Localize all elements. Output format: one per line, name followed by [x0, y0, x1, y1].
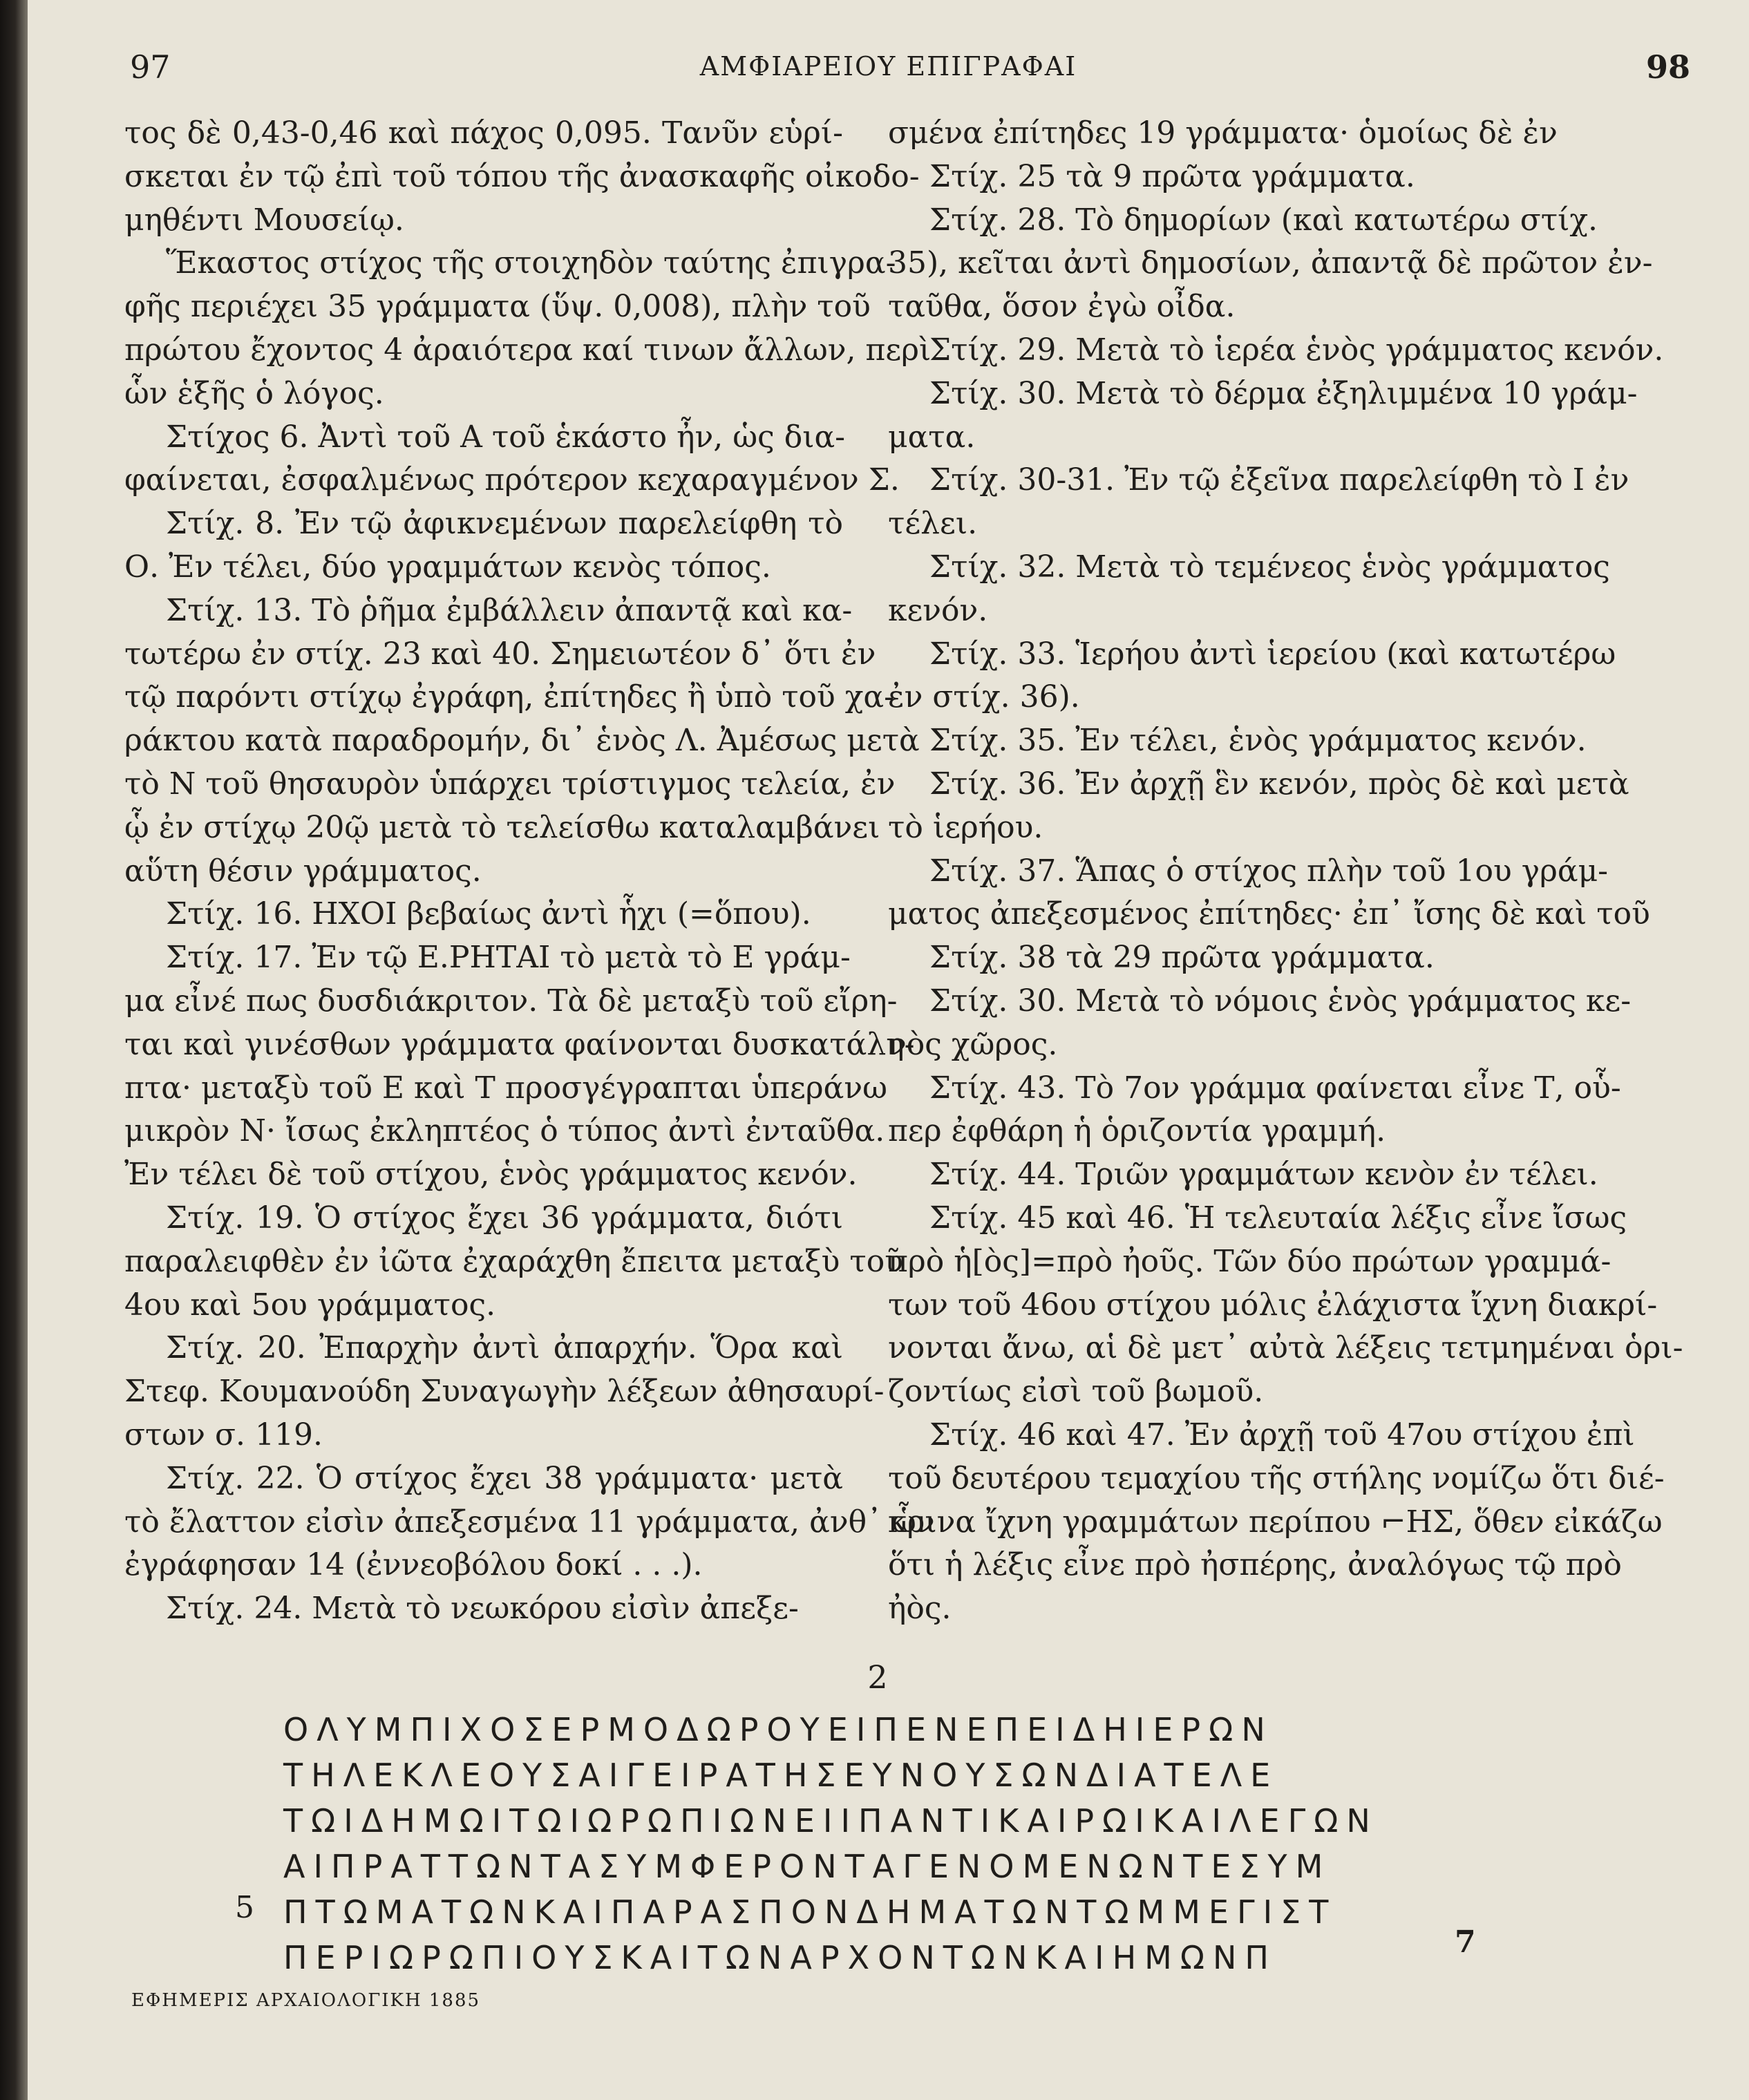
text-line: Ο. Ἐν τέλει, δύο γραμμάτων κενὸς τόπος.	[124, 549, 771, 585]
inscription-line: ΑΙΠΡΑΤΤΩΝΤΑΣΥΜΦΕΡΟΝΤΑΓΕΝΟΜΕΝΩΝΤΕΣΥΜ	[283, 1848, 1332, 1885]
text-line: ταῦθα, ὅσον ἐγὼ οἶδα.	[888, 289, 1236, 325]
text-line: ἠὸς.	[888, 1591, 952, 1627]
text-line: τὸ ἔλαττον εἰσὶν ἀπεξεσμένα 11 γράμματα, ἀνθ᾽ ὧν	[124, 1504, 935, 1540]
text-line: πρὸ ἡ[ὸς]=πρὸ ἠοῦς. Τῶν δύο πρώτων γραμμά-	[888, 1243, 1611, 1279]
text-line: Στίχ. 37. Ἅπας ὁ στίχος πλὴν τοῦ 1ου γράμ-	[929, 853, 1609, 889]
text-line: Στίχ. 32. Μετὰ τὸ τεμένεος ἑνὸς γράμματος	[929, 549, 1610, 585]
text-line: τος δὲ 0,43-0,46 καὶ πάχος 0,095. Τανῦν εὑρί-	[124, 115, 843, 151]
text-line: Στίχ. 43. Τὸ 7ον γράμμα φαίνεται εἶνε Τ, οὗ-	[929, 1070, 1621, 1106]
text-line: Στίχ. 30-31. Ἐν τῷ ἐξεῖνα παρελείφθη τὸ Ι ἐν	[929, 462, 1629, 498]
text-line: μα εἶνέ πως δυσδιάκριτον. Τὰ δὲ μεταξὺ τοῦ εἴρη-	[124, 983, 898, 1019]
inscription-transcription	[283, 1707, 1417, 1980]
text-line: Στίχ. 28. Τὸ δημορίων (καὶ κατωτέρω στίχ.	[929, 202, 1598, 238]
text-line: Στίχ. 30. Μετὰ τὸ νόμοις ἑνὸς γράμματος κε-	[929, 983, 1632, 1019]
text-line: τὸ Ν τοῦ θησαυρὸν ὑπάρχει τρίστιγμος τελεία, ἐν	[124, 766, 896, 802]
text-line: πρώτου ἔχοντος 4 ἀραιότερα καί τινων ἄλλων, περὶ	[124, 332, 932, 368]
text-line: των τοῦ 46ου στίχου μόλις ἐλάχιστα ἴχνη διακρί-	[888, 1287, 1658, 1323]
text-line: πτα· μεταξὺ τοῦ Ε καὶ Τ προσγέγραπται ὑπεράνω	[124, 1070, 887, 1106]
text-line: μικρὸν Ν· ἴσως ἐκληπτέος ὁ τύπος ἀντὶ ἐνταῦθα.	[124, 1113, 885, 1149]
plate-number: 7	[1455, 1924, 1476, 1960]
text-line: 4ου καὶ 5ου γράμματος.	[124, 1287, 496, 1323]
text-line: ματος ἀπεξεσμένος ἐπίτηδες· ἐπ᾽ ἴσης δὲ καὶ τοῦ	[888, 896, 1650, 932]
text-line: ὧν ἑξῆς ὁ λόγος.	[124, 375, 384, 411]
text-line: Στίχ. 19. Ὁ στίχος ἔχει 36 γράμματα, διότι	[166, 1200, 843, 1236]
text-line: Στίχ. 44. Τριῶν γραμμάτων κενὸν ἐν τέλει.	[929, 1157, 1598, 1193]
text-line: Στίχ. 33. Ἱερήου ἀντὶ ἱερείου (καὶ κατωτέρω	[929, 636, 1616, 672]
text-line: περ ἐφθάρη ἡ ὁριζοντία γραμμή.	[888, 1113, 1386, 1149]
text-line: αὕτη θέσιν γράμματος.	[124, 853, 482, 889]
text-line: Στίχ. 22. Ὁ στίχος ἔχει 38 γράμματα· μετὰ	[166, 1460, 843, 1496]
text-line: τὸ ἱερήου.	[888, 809, 1043, 845]
text-line: σμένα ἐπίτηδες 19 γράμματα· ὁμοίως δὲ ἐν	[888, 115, 1558, 151]
book-binding-shadow	[0, 0, 28, 2100]
journal-footer: ΕΦΗΜΕΡΙΣ ΑΡΧΑΙΟΛΟΓΙΚΗ 1885	[131, 1990, 481, 2011]
text-line: Στίχ. 46 καὶ 47. Ἐν ἀρχῇ τοῦ 47ου στίχου ἐπὶ	[929, 1417, 1635, 1453]
text-line: νονται ἄνω, αἱ δὲ μετ᾽ αὐτὰ λέξεις τετμημέναι ὁρι-	[888, 1330, 1683, 1366]
text-line: φῆς περιέχει 35 γράμματα (ὕψ. 0,008), πλὴν τοῦ	[124, 289, 871, 325]
text-line: Στίχ. 16. ΗΧΟΙ βεβαίως ἀντὶ ἧχι (=ὅπου).	[166, 896, 811, 932]
text-line: ματα.	[888, 419, 976, 455]
text-line: Ἕκαστος στίχος τῆς στοιχηδὸν ταύτης ἐπιγρα-	[166, 245, 896, 281]
text-line: φαίνεται, ἐσφαλμένως πρότερον κεχαραγμένον Σ.	[124, 462, 900, 498]
book-page	[28, 0, 1749, 2100]
text-line: Στίχ. 29. Μετὰ τὸ ἱερέα ἑνὸς γράμματος κενόν.	[929, 332, 1664, 368]
text-line: σκεται ἐν τῷ ἐπὶ τοῦ τόπου τῆς ἀνασκαφῆς οἰκοδο-	[124, 158, 920, 194]
text-line: ζοντίως εἰσὶ τοῦ βωμοῦ.	[888, 1374, 1264, 1410]
text-line: κενόν.	[888, 592, 988, 628]
text-line: Στίχ. 20. Ἐπαρχὴν ἀντὶ ἀπαρχήν. Ὅρα καὶ	[166, 1330, 843, 1366]
inscription-line: ΠΕΡΙΩΡΩΠΙΟΥΣΚΑΙΤΩΝΑΡΧΟΝΤΩΝΚΑΙΗΜΩΝΠ	[283, 1939, 1278, 1976]
text-line: Στίχ. 13. Τὸ ῥῆμα ἐμβάλλειν ἀπαντᾷ καὶ κα-	[166, 592, 853, 628]
inscription-line: ΤΩΙΔΗΜΩΙΤΩΙΩΡΩΠΙΩΝΕΙΙΠΑΝΤΙΚΑΙΡΩΙΚΑΙΛΕΓΩΝ	[283, 1802, 1379, 1839]
text-line: παραλειφθὲν ἐν ἰῶτα ἐχαράχθη ἔπειτα μεταξὺ τοῦ	[124, 1243, 903, 1279]
text-line: τοῦ δευτέρου τεμαχίου τῆς στήλης νομίζω ὅτι διέ-	[888, 1460, 1665, 1496]
text-line: Στεφ. Κουμανούδη Συναγωγὴν λέξεων ἀθησαυρί-	[124, 1374, 885, 1410]
text-line: ᾧ ἐν στίχῳ 20ῷ μετὰ τὸ τελείσθω καταλαμβάνει	[124, 809, 880, 845]
text-line: Στίχ. 24. Μετὰ τὸ νεωκόρου εἰσὶν ἀπεξε-	[166, 1591, 799, 1627]
inscription-line: ΟΛΥΜΠΙΧΟΣΕΡΜΟΔΩΡΟΥΕΙΠΕΝΕΠΕΙΔΗΙΕΡΩΝ	[283, 1711, 1274, 1748]
text-line: ἐν στίχ. 36).	[888, 679, 1080, 715]
text-line: μηθέντι Μουσείῳ.	[124, 202, 404, 238]
text-line: στων σ. 119.	[124, 1417, 323, 1453]
text-line: κρινα ἴχνη γραμμάτων περίπου ⌐ΗΣ, ὅθεν εἰκάζω	[888, 1504, 1663, 1540]
text-line: νὸς χῶρος.	[888, 1026, 1058, 1062]
text-line: ὅτι ἡ λέξις εἶνε πρὸ ἠσπέρης, ἀναλόγως τῷ πρὸ	[888, 1547, 1622, 1583]
text-line: Στίχ. 45 καὶ 46. Ἡ τελευταία λέξις εἶνε ἴσως	[929, 1200, 1627, 1236]
text-line: ἐγράφησαν 14 (ἐννεοβόλου δοκί . . .).	[124, 1547, 703, 1583]
inscription-line: ΤΗΛΕΚΛΕΟΥΣΑΙΓΕΙΡΑΤΗΣΕΥΝΟΥΣΩΝΔΙΑΤΕΛΕ	[283, 1757, 1279, 1794]
text-line: Στίχ. 38 τὰ 29 πρῶτα γράμματα.	[929, 940, 1435, 976]
inscription-line-number: 5	[235, 1890, 254, 1925]
text-line: Στίχ. 17. Ἐν τῷ Ε.ΡΗΤΑΙ τὸ μετὰ τὸ Ε γράμ-	[166, 940, 851, 976]
right-page-number: 98	[1645, 48, 1690, 86]
text-line: Στίχ. 25 τὰ 9 πρῶτα γράμματα.	[929, 158, 1415, 194]
text-line: Στίχ. 36. Ἐν ἀρχῇ ἓν κενόν, πρὸς δὲ καὶ μετὰ	[929, 766, 1629, 802]
text-line: Στίχος 6. Ἀντὶ τοῦ Α τοῦ ἑκάστο ἦν, ὡς δια-	[166, 419, 846, 455]
text-line: ται καὶ γινέσθων γράμματα φαίνονται δυσκατάλη-	[124, 1026, 915, 1062]
right-column-text	[888, 112, 1683, 1631]
running-title: ΑΜΦΙΑΡΕΙΟΥ ΕΠΙΓΡΑΦΑΙ	[699, 51, 1077, 82]
text-line: τωτέρω ἐν στίχ. 23 καὶ 40. Σημειωτέον δ᾽ ὅτι ἐν	[124, 636, 876, 672]
text-line: Στίχ. 30. Μετὰ τὸ δέρμα ἐξηλιμμένα 10 γράμ-	[929, 375, 1638, 411]
section-number: 2	[867, 1658, 888, 1696]
inscription-line: ΠΤΩΜΑΤΩΝΚΑΙΠΑΡΑΣΠΟΝΔΗΜΑΤΩΝΤΩΜΜΕΓΙΣΤ	[283, 1893, 1337, 1931]
text-line: ράκτου κατὰ παραδρομήν, δι᾽ ἑνὸς Λ. Ἀμέσως μετὰ	[124, 723, 920, 759]
text-line: Στίχ. 35. Ἐν τέλει, ἑνὸς γράμματος κενόν.	[929, 723, 1587, 759]
text-line: τῷ παρόντι στίχῳ ἐγράφη, ἐπίτηδες ἢ ὑπὸ τοῦ χα-	[124, 679, 895, 715]
text-line: Στίχ. 8. Ἐν τῷ ἀφικνεμένων παρελείφθη τὸ	[166, 506, 843, 542]
left-page-number: 97	[130, 48, 171, 86]
text-line: τέλει.	[888, 506, 978, 542]
text-line: Ἐν τέλει δὲ τοῦ στίχου, ἑνὸς γράμματος κενόν.	[124, 1157, 858, 1193]
text-line: 35), κεῖται ἀντὶ δημοσίων, ἀπαντᾷ δὲ πρῶτον ἐν-	[888, 245, 1653, 281]
